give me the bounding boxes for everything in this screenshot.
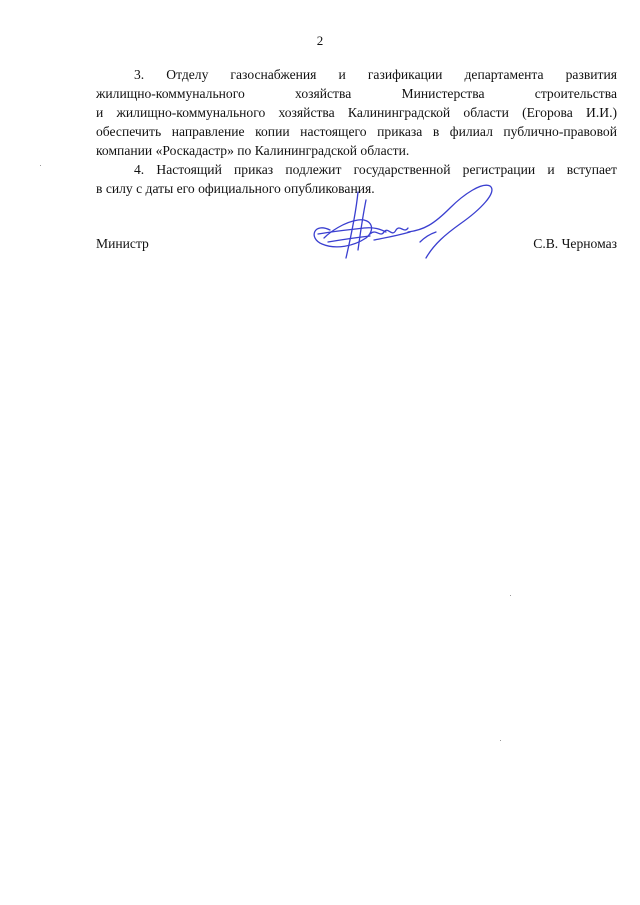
text-line: в силу с даты его официального опубликования. bbox=[96, 181, 375, 196]
text-line: обеспечить направление копии настоящего приказа в филиал публично-правовой bbox=[96, 124, 617, 139]
scan-speck bbox=[40, 165, 41, 166]
text-line: 4. Настоящий приказ подлежит государственной регистрации и вступает bbox=[134, 162, 617, 177]
signatory-title: Министр bbox=[96, 236, 149, 251]
signature-block bbox=[96, 236, 617, 258]
paragraph-3 bbox=[96, 65, 617, 160]
signatory-name: С.В. Черномаз bbox=[533, 236, 617, 251]
text-line: и жилищно-коммунального хозяйства Калининградской области (Егорова И.И.) bbox=[96, 105, 617, 120]
page-number: 2 bbox=[316, 33, 324, 48]
scan-speck bbox=[510, 595, 511, 596]
text-line: 3. Отделу газоснабжения и газификации департамента развития bbox=[134, 67, 617, 82]
scan-speck bbox=[500, 740, 501, 741]
text-line: жилищно-коммунального хозяйства Министерства строительства bbox=[96, 86, 617, 101]
text-line: компании «Роскадастр» по Калининградской области. bbox=[96, 143, 410, 158]
